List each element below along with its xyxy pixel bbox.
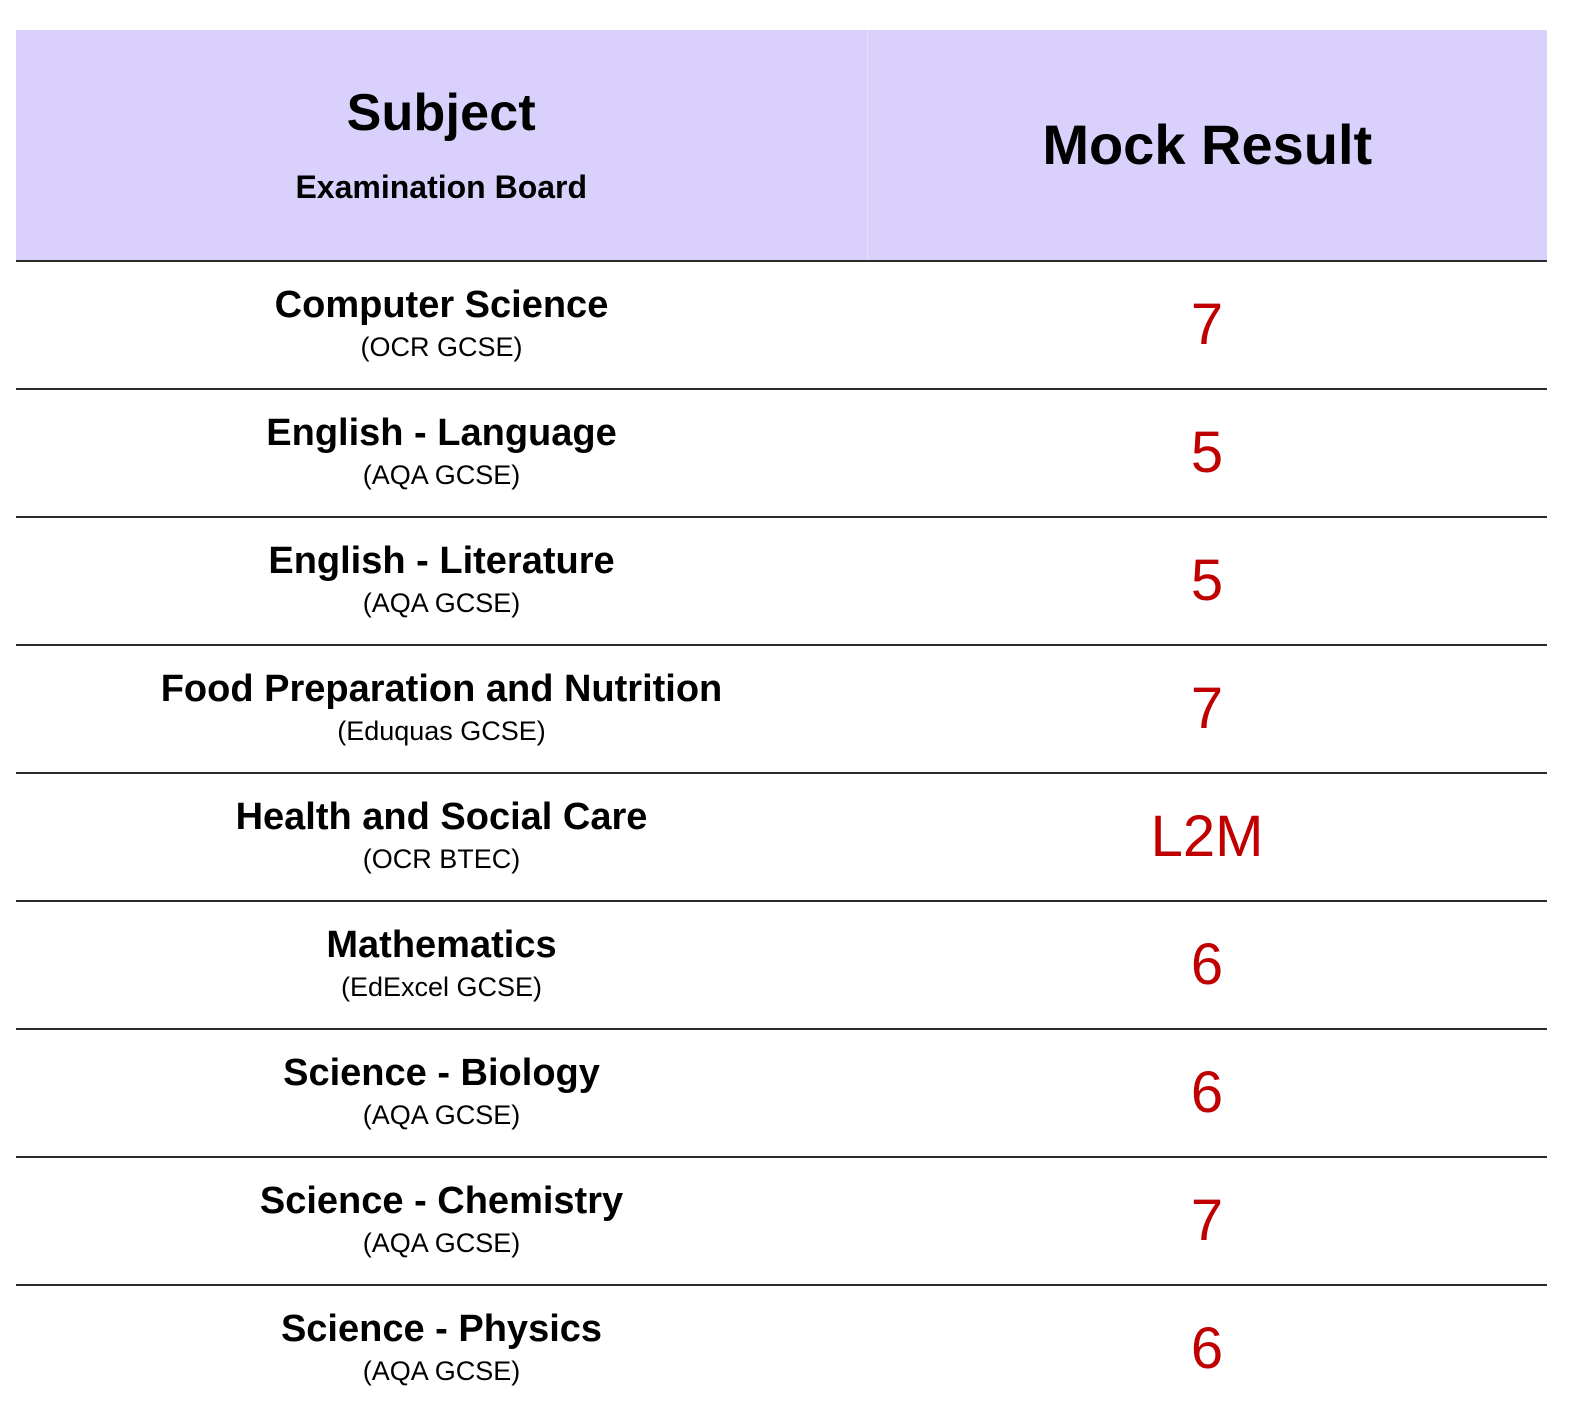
table-header-row <box>16 30 1547 261</box>
result-cell <box>867 1285 1547 1412</box>
subject-column-header <box>16 30 867 261</box>
result-cell <box>867 645 1547 773</box>
table-row <box>16 389 1547 517</box>
examination-board: (AQA GCSE) <box>362 588 521 618</box>
mock-grade: 7 <box>1190 676 1224 741</box>
mock-grade: 6 <box>1190 1316 1224 1381</box>
subject-name: Health and Social Care <box>235 796 648 838</box>
examination-board: (AQA GCSE) <box>362 460 521 490</box>
mock-grade: L2M <box>1150 804 1264 869</box>
result-cell <box>867 901 1547 1029</box>
subject-cell <box>16 261 867 389</box>
mock-grade: 6 <box>1190 932 1224 997</box>
examination-board: (AQA GCSE) <box>362 1228 521 1258</box>
mock-result-header-label: Mock Result <box>1042 113 1373 176</box>
mock-grade: 5 <box>1190 420 1224 485</box>
table-row <box>16 1029 1547 1157</box>
examination-board: (OCR GCSE) <box>360 332 523 362</box>
subject-cell <box>16 1029 867 1157</box>
examination-board: (AQA GCSE) <box>362 1356 521 1386</box>
table-row <box>16 261 1547 389</box>
subject-cell <box>16 901 867 1029</box>
table-row <box>16 1285 1547 1412</box>
result-cell <box>867 517 1547 645</box>
subject-cell <box>16 1157 867 1285</box>
subject-name: English - Language <box>266 412 617 454</box>
result-cell <box>867 1157 1547 1285</box>
subject-cell <box>16 645 867 773</box>
result-cell <box>867 1029 1547 1157</box>
examination-board: (EdExcel GCSE) <box>340 972 543 1002</box>
examination-board: (Eduquas GCSE) <box>337 716 546 746</box>
subject-name: English - Literature <box>268 540 615 582</box>
subject-cell <box>16 773 867 901</box>
mock-grade: 6 <box>1190 1060 1224 1125</box>
examination-board-header-label: Examination Board <box>295 169 588 205</box>
result-cell <box>867 773 1547 901</box>
subject-header-label: Subject <box>346 84 536 142</box>
examination-board: (AQA GCSE) <box>362 1100 521 1130</box>
subject-name: Mathematics <box>326 924 557 966</box>
mock-grade: 7 <box>1190 1188 1224 1253</box>
mock-result-column-header <box>867 30 1547 261</box>
mock-grade: 5 <box>1190 548 1224 613</box>
table-row <box>16 773 1547 901</box>
mock-results-table <box>16 30 1547 1412</box>
subject-name: Science - Biology <box>283 1052 600 1094</box>
subject-name: Food Preparation and Nutrition <box>160 668 723 710</box>
table-row <box>16 645 1547 773</box>
result-cell <box>867 261 1547 389</box>
subject-name: Science - Chemistry <box>259 1180 624 1222</box>
table-row <box>16 901 1547 1029</box>
result-cell <box>867 389 1547 517</box>
subject-name: Science - Physics <box>280 1308 603 1350</box>
subject-name: Computer Science <box>274 284 609 326</box>
examination-board: (OCR BTEC) <box>362 844 521 874</box>
table-row <box>16 1157 1547 1285</box>
table-row <box>16 517 1547 645</box>
subject-cell <box>16 389 867 517</box>
mock-grade: 7 <box>1190 292 1224 357</box>
subject-cell <box>16 517 867 645</box>
subject-cell <box>16 1285 867 1412</box>
